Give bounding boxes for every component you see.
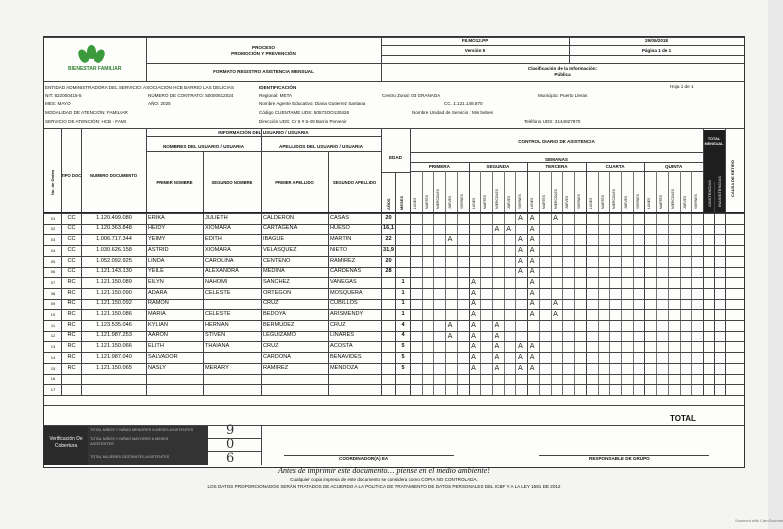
doc-type-cell: RC [67, 289, 76, 296]
week-header-1: PRIMERA [428, 164, 450, 169]
first-name-header: PRIMER NOMBRE [156, 180, 193, 185]
attendance-mark: A [529, 363, 535, 372]
entity: ENTIDAD ADMINISTRADORA DEL SERVICIO: ASOCIACION HCB BARRIO LAS DELICIAS [45, 85, 234, 90]
age-years-cell: 28 [385, 268, 392, 275]
age-months-cell: 1 [401, 278, 405, 285]
second-name-cell: HERNAN [205, 321, 229, 328]
uds-phone: Teléfono UDS: 3144827970 [524, 119, 581, 124]
second-surname-cell: CRUZ [330, 321, 346, 328]
order-number-header: No. de Orden [50, 169, 55, 195]
row-number: 04 [50, 247, 56, 253]
day-header: JUEVES [682, 195, 687, 209]
row-number: 11 [50, 322, 56, 328]
doc-type-header: TIPO DOC [61, 173, 82, 178]
doc-number-cell: 1.030.626.158 [96, 246, 132, 253]
row-number: 07 [50, 279, 56, 285]
second-surname-cell: CASAS [330, 214, 349, 221]
attendance-header: ASISTENCIAS [707, 180, 712, 207]
doc-number-cell: 1.120.363.848 [96, 225, 132, 232]
coordinator-signature-label: COORDINADOR(A) EA [339, 456, 389, 461]
age-months-cell: 4 [401, 321, 405, 328]
row-number: 03 [50, 237, 56, 243]
first-surname-cell: BERMUDEZ [263, 321, 295, 328]
weeks-header: SEMANAS [545, 157, 568, 162]
age-months-cell: 5 [401, 364, 405, 371]
first-surname-cell: VELASQUEZ [263, 246, 297, 253]
process-name: PROMOCIÓN Y PREVENCIÓN [231, 51, 296, 56]
attendance-mark: A [529, 352, 535, 361]
attendance-mark: A [447, 235, 453, 244]
row-number: 08 [50, 290, 56, 296]
age-months-cell: 4 [401, 332, 405, 339]
attendance-mark: A [494, 224, 500, 233]
second-name-cell: NAHOMI [205, 278, 228, 285]
doc-number-cell: 1.121.150.090 [96, 289, 132, 296]
second-name-cell: CELESTE [205, 289, 231, 296]
attendance-mark: A [529, 235, 535, 244]
row-number: 16 [50, 376, 56, 382]
absences-header: INASISTENCIAS [717, 176, 722, 207]
first-name-cell: RAMON [148, 300, 169, 307]
coverage-line-1: TOTAL NIÑOS Y NIÑAS MENORES 6 MESES ASISTENTES [90, 428, 194, 432]
coverage-value-pregnant: 6 [226, 451, 235, 466]
logo-text: BIENESTAR FAMILIAR [68, 66, 122, 72]
attendance-mark: A [517, 235, 523, 244]
first-name-cell: YEILE [148, 268, 164, 275]
contract-number: NÚMERO DE CONTRATO: 50000612024 [148, 93, 234, 98]
attendance-mark: A [494, 331, 500, 340]
second-surname-cell: MOSQUERA [330, 289, 363, 296]
second-name-cell: THAIANA [205, 343, 230, 350]
day-header: VIERNES [635, 194, 640, 209]
first-surname-cell: CALDERON [263, 214, 295, 221]
first-name-cell: ADARA [148, 289, 168, 296]
doc-number-cell: 1.121.150.066 [96, 343, 132, 350]
second-surname-cell: MENDOZA [330, 364, 358, 371]
attendance-mark: A [494, 320, 500, 329]
age-months-cell: 5 [401, 343, 405, 350]
names-header: NOMBRES DEL USUARIO / USUARIA [162, 144, 245, 149]
service: SERVICIO DE ATENCIÓN: HCB - FAMI [45, 119, 126, 124]
years-header: AÑOS [386, 198, 391, 210]
doc-type-cell: CC [67, 246, 76, 253]
doc-type-cell: CC [67, 257, 76, 264]
attendance-mark: A [517, 342, 523, 351]
first-surname-cell: CRUZ [263, 343, 279, 350]
second-name-cell: XIOMARA [205, 225, 231, 232]
attendance-mark: A [529, 288, 535, 297]
week-header-3: TERCERA [545, 164, 568, 169]
second-name-cell: JULIETH [205, 214, 228, 221]
attendance-mark: A [517, 363, 523, 372]
doc-number-cell: 1.121.150.092 [96, 300, 132, 307]
row-number: 15 [50, 365, 56, 371]
second-name-cell: ALEXANDRA [205, 268, 239, 275]
first-name-cell: KYLIAN [148, 321, 168, 328]
process-label: PROCESO [252, 45, 275, 50]
uds-address: Dirección UDS: Cr 5 # 5-49 Barrio Porvenir [259, 119, 347, 124]
attendance-mark: A [494, 352, 500, 361]
day-header: MIERCOLES [553, 189, 558, 209]
doc-type-cell: RC [67, 278, 76, 285]
age-years-cell: 20 [385, 214, 392, 221]
identification-title: IDENTIFICACIÓN [259, 85, 297, 90]
doc-number-cell: 1.052.092.925 [96, 257, 132, 264]
attendance-mark: A [529, 245, 535, 254]
attendance-mark: A [553, 213, 558, 222]
doc-number-cell: 1.121.150.089 [96, 278, 132, 285]
doc-type-cell: CC [67, 236, 76, 243]
attendance-form [43, 36, 745, 468]
doc-type-cell: CC [67, 225, 76, 232]
day-header: VIERNES [518, 194, 523, 209]
attendance-mark: A [471, 331, 476, 340]
attendance-mark: A [529, 299, 535, 308]
form-version: Versión 5 [464, 48, 486, 53]
attendance-mark: A [471, 342, 476, 351]
first-name-cell: SALVADOR [148, 353, 178, 360]
age-years-cell: 22 [385, 236, 392, 243]
day-header: JUEVES [506, 195, 511, 209]
age-months-cell: 5 [401, 353, 405, 360]
week-header-4: CUARTA [605, 164, 625, 169]
coverage-value-under-6m: 9 [226, 423, 235, 438]
attendance-mark: A [471, 310, 476, 319]
group-responsible-signature-label: RESPONSABLE DE GRUPO [589, 456, 650, 461]
age-years-cell: 31,9 [383, 246, 394, 253]
age-years-cell: 20 [385, 257, 392, 264]
attendance-mark: A [517, 213, 523, 222]
cuentame-code: Código CUENTAME UDS: 50573OO130426 [259, 110, 350, 115]
scanner-badge: Scanned with CamScanner [735, 518, 783, 523]
first-surname-cell: RAMIREZ [263, 364, 289, 371]
doc-number-cell: 1.006.717.344 [96, 236, 132, 243]
first-name-cell: AARON [148, 332, 168, 339]
second-name-cell: XIOMARA [205, 246, 231, 253]
age-months-cell: 1 [401, 300, 405, 307]
nit: NIT: 822000415-5 [45, 93, 82, 98]
first-name-cell: YEIMY [148, 236, 166, 243]
row-number: 13 [50, 344, 56, 350]
week-header-5: QUINTA [665, 164, 683, 169]
coverage-label: Verificación De Cobertura [49, 436, 83, 449]
first-surname-cell: CENTENO [263, 257, 291, 264]
footer-environment: Antes de imprimir este documento… piense en el medio ambiente! [278, 466, 490, 475]
second-surname-cell: NIETO [330, 246, 347, 253]
day-header: MARTES [424, 194, 429, 209]
form-date: 29/05/2018 [645, 38, 668, 43]
sheet-number: Hoja 1 de 1 [670, 84, 694, 89]
total-month-header: TOTAL MENSUAL [704, 137, 724, 146]
doc-number-cell: 1.121.150.065 [96, 364, 132, 371]
doc-number-cell: 1.121.143.130 [96, 268, 132, 275]
week-header-2: SEGUNDA [486, 164, 510, 169]
first-name-cell: NASLY [148, 364, 166, 371]
doc-type-cell: RC [67, 321, 76, 328]
coverage-line-2: TOTAL NIÑOS Y NIÑAS MAYORES 6 MESES ASISTENTES [90, 437, 169, 446]
attendance-mark: A [529, 224, 535, 233]
attendance-mark: A [553, 310, 558, 319]
second-name-cell: MERARY [205, 364, 229, 371]
age-years-cell: 16,1 [383, 225, 394, 232]
first-name-cell: MARIA [148, 311, 166, 317]
row-number: 12 [50, 333, 56, 339]
first-surname-cell: LEGUIZAMO [263, 332, 296, 339]
row-number: 01 [50, 215, 56, 221]
day-header: LUNES [530, 197, 535, 209]
footer-copy-note: Cualquier copia impresa de este documento se considera como COPIA NO CONTROLADA. [290, 477, 478, 482]
row-number: 14 [50, 354, 56, 360]
attendance-mark: A [529, 342, 535, 351]
row-number: 09 [50, 301, 56, 307]
attendance-mark: A [447, 331, 453, 340]
attendance-mark: A [471, 363, 476, 372]
first-surname-cell: BEDOYA [263, 311, 286, 317]
doc-type-cell: RC [67, 343, 76, 350]
second-surname-cell: LINARES [330, 332, 354, 339]
second-name-cell: CELESTE [205, 311, 231, 317]
attendance-mark: A [529, 213, 535, 222]
second-surname-header: SEGUNDO APELLIDO [332, 180, 377, 185]
first-surname-header: PRIMER APELLIDO [275, 180, 314, 185]
attendance-mark: A [447, 320, 453, 329]
day-header: VIERNES [459, 194, 464, 209]
total-label: TOTAL [670, 414, 696, 423]
first-name-cell: EILYN [148, 278, 164, 285]
day-header: LUNES [413, 197, 417, 209]
attendance-mark: A [517, 267, 523, 276]
day-header: LUNES [647, 197, 652, 209]
second-surname-cell: BENAVIDES [330, 353, 362, 360]
attendance-mark: A [471, 299, 476, 308]
doc-type-cell: RC [67, 353, 76, 360]
attendance-mark: A [471, 278, 476, 286]
doc-number-header: NUMERO DOCUMENTO [89, 173, 138, 178]
first-surname-cell: IBAGUE [263, 236, 285, 243]
second-surname-cell: CUBILLOS [330, 300, 358, 307]
second-surname-cell: RAMIREZ [330, 257, 356, 264]
doc-type-cell: CC [67, 268, 76, 275]
day-header: MIERCOLES [612, 189, 617, 209]
service-unit: Nombre Unidad de Servicio : Mis bebes [412, 110, 493, 115]
first-surname-cell: SANCHEZ [263, 278, 290, 285]
daily-control-header: CONTROL DIARIO DE ASISTENCIA [518, 139, 595, 144]
months-header: MESES [399, 195, 404, 210]
day-header: MARTES [483, 194, 488, 209]
attendance-mark: A [471, 320, 476, 329]
attendance-mark: A [494, 342, 500, 351]
form-page: Página 1 de 1 [641, 48, 672, 53]
attendance-mark: A [506, 224, 512, 233]
second-surname-cell: ACOSTA [330, 343, 353, 350]
municipality: Municipio: Puerto Lleras [538, 93, 588, 98]
day-header: MIERCOLES [670, 189, 675, 209]
classification-label: Clasificación de la Información: [527, 66, 598, 71]
row-number: 05 [50, 258, 56, 264]
coverage-value-over-6m: 0 [226, 437, 235, 452]
doc-number-cell: 1.121.150.086 [96, 311, 132, 317]
modality: MODALIDAD DE ATENCIÓN: FAMILIAR [45, 110, 128, 115]
first-surname-cell: CARDONA [263, 353, 291, 360]
row-number: 10 [50, 312, 56, 317]
first-surname-cell: CRUZ [263, 300, 279, 307]
day-header: JUEVES [448, 195, 453, 209]
attendance-mark: A [529, 310, 535, 319]
second-name-cell: STIVEN [205, 332, 226, 339]
withdrawal-cause-header: CAUSA DE RETIRO [730, 160, 735, 197]
attendance-mark: A [529, 278, 535, 286]
doc-type-cell: RC [67, 364, 76, 371]
day-header: VIERNES [694, 194, 699, 209]
doc-type-cell: CC [67, 214, 76, 221]
second-surname-cell: CARDENAS [330, 268, 362, 275]
user-info-header: INFORMACIÓN DEL USUARIO / USUARIA [218, 130, 309, 135]
attendance-mark: A [494, 363, 500, 372]
first-name-cell: HEIDY [148, 225, 166, 232]
zonal-center: Centro Zonal: 03 GRANADA [382, 93, 441, 98]
attendance-mark: A [471, 288, 476, 297]
day-header: VIERNES [577, 194, 582, 209]
form-title: FORMATO REGISTRO ASISTENCIA MENSUAL [213, 69, 314, 74]
year: AÑO: 2025 [148, 101, 171, 106]
day-header: JUEVES [623, 195, 628, 209]
day-header: LUNES [471, 197, 476, 209]
doc-number-cell: 1.121.987.253 [96, 332, 132, 339]
first-name-cell: LINDA [148, 257, 165, 264]
form-code: F8.MO12.PP [461, 38, 489, 43]
second-name-header: SEGUNDO NOMBRE [211, 180, 253, 185]
attendance-mark: A [517, 256, 523, 265]
attendance-mark: A [471, 352, 476, 361]
second-surname-cell: MARTIN [330, 236, 352, 243]
coverage-line-3: TOTAL MUJERES GESTANTES ASISTENTES [90, 455, 170, 459]
doc-type-cell: RC [67, 332, 76, 339]
doc-number-cell: 1.123.535.046 [96, 321, 132, 328]
surnames-header: APELLIDOS DEL USUARIO / USUARIA [279, 144, 363, 149]
attendance-mark: A [517, 245, 523, 254]
regional: Regional: META [259, 93, 293, 98]
second-name-cell: EDITH [205, 236, 222, 243]
doc-number-cell: 1.120.499.080 [96, 214, 132, 221]
second-name-cell: CAROLINA [205, 257, 234, 264]
educational-agent: Nombre Agente Educativo: Diana Gutierrez Santana [259, 101, 366, 106]
age-months-cell: 1 [401, 289, 405, 296]
first-name-cell: ELITH [148, 343, 164, 350]
day-header: MARTES [659, 194, 664, 209]
age-header: EDAD [388, 155, 403, 160]
month: MES: MAYO [45, 101, 71, 106]
classification-value: Pública [554, 72, 571, 77]
first-surname-cell: MEDINA [263, 268, 285, 275]
doc-number-cell: 1.121.987.040 [96, 353, 132, 360]
doc-type-cell: RC [67, 311, 76, 317]
age-months-cell: 1 [401, 311, 405, 317]
day-header: LUNES [588, 197, 593, 209]
first-surname-cell: ORTEGON [263, 289, 292, 296]
attendance-mark: A [529, 267, 535, 276]
day-header: MIERCOLES [495, 189, 500, 209]
footer-data-policy: LOS DATOS PROPORCIONADOS SERÁN TRATADOS DE ACUERDO A LA POLITICA DE TRATAMIENTO DE DATOS PERSONALES DEL ICBF Y A LA LEY 1581 DE 2012 [207, 484, 561, 489]
first-name-cell: ERIKA [148, 214, 165, 221]
second-surname-cell: HUESO [330, 225, 350, 232]
agent-id: CC. 1.121.148.870 [444, 101, 483, 106]
day-header: MARTES [600, 194, 605, 209]
first-surname-cell: CARTAGENA [263, 225, 298, 232]
attendance-mark: A [553, 299, 558, 308]
attendance-mark: A [529, 256, 535, 265]
row-number: 17 [50, 386, 56, 392]
second-surname-cell: ARISMENDY [330, 311, 364, 317]
row-number: 06 [50, 269, 56, 275]
doc-type-cell: RC [67, 300, 76, 307]
row-number: 02 [50, 226, 56, 232]
day-header: MARTES [541, 194, 546, 209]
day-header: JUEVES [565, 195, 570, 209]
day-header: MIERCOLES [436, 189, 441, 209]
first-name-cell: ASTRID [148, 246, 169, 253]
attendance-mark: A [517, 352, 523, 361]
second-surname-cell: VANEGAS [330, 278, 357, 285]
